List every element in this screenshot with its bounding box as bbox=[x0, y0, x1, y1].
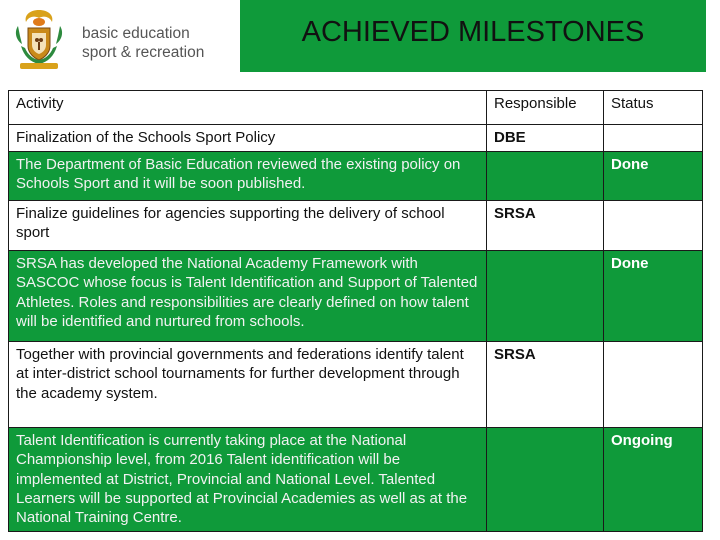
logo-line-1: basic education bbox=[82, 25, 190, 42]
status-cell: Done bbox=[604, 152, 703, 201]
table-row bbox=[9, 251, 703, 342]
activity-cell: The Department of Basic Education reviewed the existing policy on Schools Sport and it will be soon published. bbox=[9, 152, 487, 201]
table-row bbox=[9, 125, 703, 152]
table-header-row bbox=[9, 91, 703, 125]
status-cell bbox=[604, 201, 703, 251]
title-banner bbox=[240, 0, 706, 72]
activity-cell: Finalization of the Schools Sport Policy bbox=[9, 125, 487, 152]
status-cell: Done bbox=[604, 251, 703, 342]
status-cell bbox=[604, 125, 703, 152]
header-status: Status bbox=[604, 91, 703, 125]
table-row bbox=[9, 428, 703, 532]
coat-of-arms-icon bbox=[8, 6, 70, 72]
activity-cell: Together with provincial governments and federations identify talent at inter-district school tournaments for further development through the academy system. bbox=[9, 342, 487, 428]
status-cell: Ongoing bbox=[604, 428, 703, 532]
activity-cell: Finalize guidelines for agencies supporting the delivery of school sport bbox=[9, 201, 487, 251]
responsible-cell bbox=[487, 251, 604, 342]
table-row bbox=[9, 152, 703, 201]
organisation-logo bbox=[8, 6, 233, 72]
responsible-cell: SRSA bbox=[487, 342, 604, 428]
responsible-cell bbox=[487, 152, 604, 201]
logo-line-2: sport & recreation bbox=[82, 44, 205, 61]
responsible-cell bbox=[487, 428, 604, 532]
table-row bbox=[9, 201, 703, 251]
header-responsible: Responsible bbox=[487, 91, 604, 125]
activity-cell: Talent Identification is currently taking place at the National Championship level, from 2016 Talent identification will be implemented at District, Provincial and National Level. Talented Learners will be supported at Provincial Academies as well as at the National Training Centre. bbox=[9, 428, 487, 532]
activity-cell: SRSA has developed the National Academy Framework with SASCOC whose focus is Talent Identification and Support of Talented Athletes. Roles and responsibilities are clearly defined on how talent will be identified and nurtured from schools. bbox=[9, 251, 487, 342]
responsible-cell: DBE bbox=[487, 125, 604, 152]
header-activity: Activity bbox=[9, 91, 487, 125]
milestones-table bbox=[8, 90, 703, 532]
table-row bbox=[9, 342, 703, 428]
responsible-cell: SRSA bbox=[487, 201, 604, 251]
status-cell bbox=[604, 342, 703, 428]
page-title: ACHIEVED MILESTONES bbox=[301, 16, 645, 48]
